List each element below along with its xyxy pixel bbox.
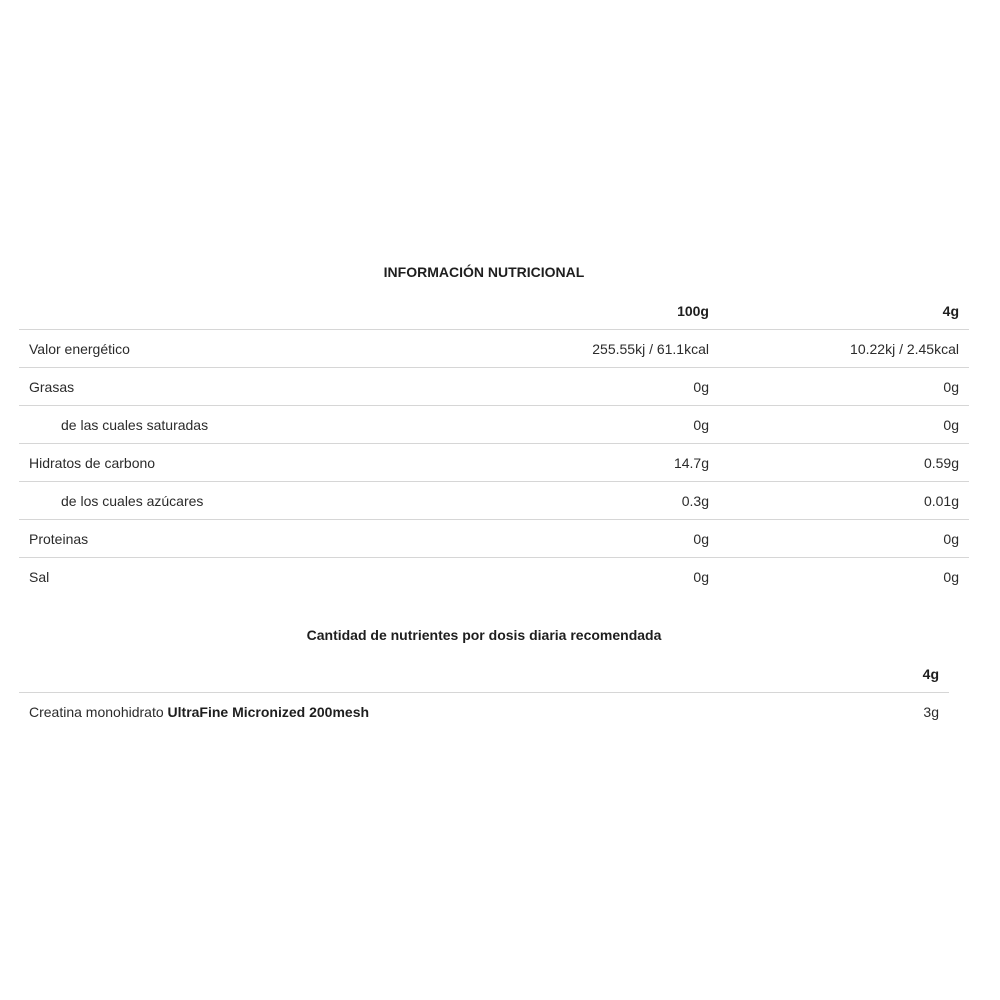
header-4g: 4g (942, 302, 959, 319)
daily-dose-title: Cantidad de nutrientes por dosis diaria recomendada (306, 627, 662, 643)
header-empty (19, 292, 469, 330)
table-row (19, 368, 969, 406)
row-value-100g: 0g (469, 558, 719, 596)
daily-dose-table (19, 655, 949, 730)
table-row (19, 406, 969, 444)
header-100g: 100g (677, 302, 709, 319)
header-4g: 4g (922, 665, 939, 682)
row-label: de las cuales saturadas (19, 406, 469, 444)
row-value-4g: 0.59g (719, 444, 969, 482)
row-value-100g: 0g (469, 406, 719, 444)
row-value-4g: 10.22kj / 2.45kcal (719, 330, 969, 368)
row-label (19, 693, 739, 731)
row-value-100g: 0g (469, 368, 719, 406)
row-value-4g: 3g (739, 693, 949, 731)
row-value-4g: 0g (719, 406, 969, 444)
table-row (19, 444, 969, 482)
nutrition-title: INFORMACIÓN NUTRICIONAL (383, 264, 585, 280)
row-label: Sal (19, 558, 469, 596)
row-label-plain: Creatina monohidrato (29, 703, 168, 720)
table-row (19, 482, 969, 520)
table-row (19, 330, 969, 368)
row-label-bold: UltraFine Micronized 200mesh (167, 703, 370, 720)
daily-header-row (19, 655, 949, 693)
row-value-100g: 0.3g (469, 482, 719, 520)
header-empty (19, 655, 739, 693)
row-label: Valor energético (19, 330, 469, 368)
table-row (19, 693, 949, 731)
row-value-100g: 14.7g (469, 444, 719, 482)
row-value-4g: 0.01g (719, 482, 969, 520)
nutrition-header-row (19, 292, 969, 330)
nutrition-table (19, 292, 969, 595)
row-label: de los cuales azúcares (19, 482, 469, 520)
row-value-4g: 0g (719, 520, 969, 558)
table-row (19, 558, 969, 596)
row-label: Hidratos de carbono (19, 444, 469, 482)
row-label: Proteinas (19, 520, 469, 558)
row-value-4g: 0g (719, 558, 969, 596)
row-label: Grasas (19, 368, 469, 406)
table-row (19, 520, 969, 558)
row-value-100g: 255.55kj / 61.1kcal (469, 330, 719, 368)
row-value-100g: 0g (469, 520, 719, 558)
row-value-4g: 0g (719, 368, 969, 406)
